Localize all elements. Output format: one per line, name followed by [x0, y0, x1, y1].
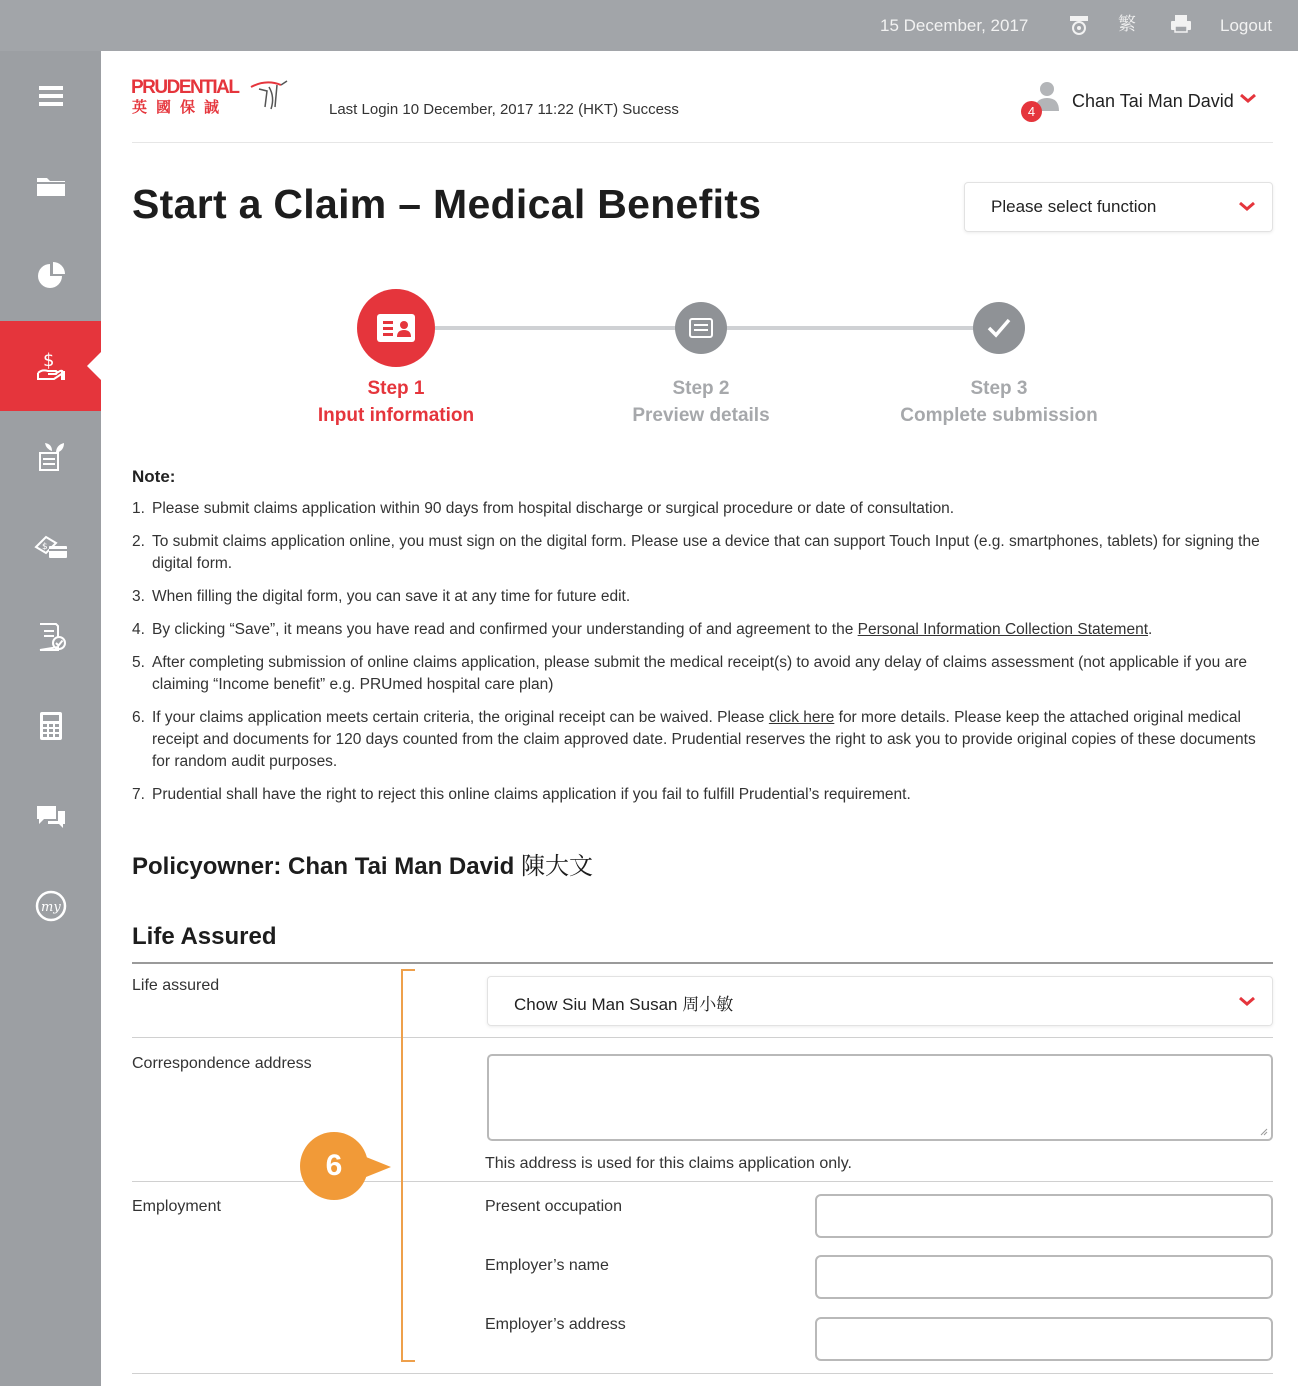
pie-chart-icon	[34, 259, 68, 293]
my-prudential-icon	[34, 889, 68, 923]
note-item: 2. To submit claims application online, you must sign on the digital form. Please use a device that can support Touch Input (e.g. smartphones, tablets) for signing the digital form.	[132, 533, 1260, 572]
row-divider	[132, 1037, 1273, 1038]
sidebar-item-plans[interactable]	[0, 411, 101, 501]
chevron-down-icon	[1238, 201, 1256, 211]
employer-name-label: Employer’s name	[485, 1257, 609, 1274]
step-connector	[701, 326, 999, 330]
svg-text:$: $	[42, 350, 54, 371]
current-date: 15 December, 2017	[880, 16, 1029, 35]
employment-label: Employment	[132, 1198, 221, 1215]
step-3-label: Step 3 Complete submission	[900, 378, 1098, 426]
employer-address-label: Employer’s address	[485, 1316, 626, 1333]
main-content	[101, 51, 1298, 1386]
sidebar-item-documents[interactable]	[0, 141, 101, 231]
present-occupation-label: Present occupation	[485, 1198, 622, 1215]
prudential-logo[interactable]: PRUDENTIAL 英國保誠	[131, 77, 291, 121]
annotation-bracket	[401, 969, 415, 1362]
step-1-label: Step 1 Input information	[317, 378, 475, 426]
preview-icon	[688, 317, 714, 339]
sidebar-item-portfolio[interactable]	[0, 231, 101, 321]
correspondence-address-label: Correspondence address	[132, 1055, 312, 1072]
chevron-down-icon	[1239, 93, 1257, 103]
note-item: 5. After completing submission of online claims application, please submit the medical receipt(s) to avoid any delay of claims assessment (not applicable if you are claiming “Income benefit” e.g. PRUmed hospital care plan)	[132, 654, 1248, 693]
life-assured-heading: Life Assured	[132, 923, 277, 950]
life-assured-label: Life assured	[132, 977, 220, 994]
step-connector	[435, 326, 701, 330]
sidebar	[0, 51, 101, 1386]
header-divider	[132, 142, 1273, 143]
life-assured-select[interactable]	[487, 976, 1273, 1026]
calculator-icon	[34, 709, 68, 743]
print-icon[interactable]	[1170, 14, 1192, 38]
svg-text:$: $	[41, 542, 48, 552]
employer-name-input[interactable]	[815, 1255, 1273, 1299]
chevron-down-icon	[1238, 996, 1256, 1006]
note-item: 1. Please submit claims application within 90 days from hospital discharge or surgical procedure or date of consultation.	[132, 500, 955, 517]
resize-handle-icon[interactable]	[1258, 1126, 1268, 1136]
sidebar-item-menu[interactable]	[0, 51, 101, 141]
chat-icon	[34, 799, 68, 833]
present-occupation-input[interactable]	[815, 1194, 1273, 1238]
sidebar-item-payment[interactable]	[0, 501, 101, 591]
plant-document-icon	[34, 439, 68, 473]
correspondence-address-field[interactable]	[487, 1054, 1273, 1141]
notification-badge: 4	[1021, 101, 1042, 122]
top-bar	[0, 0, 1298, 51]
checkmark-icon	[986, 317, 1012, 339]
page-title: Start a Claim – Medical Benefits	[132, 181, 762, 227]
row-divider	[132, 1373, 1273, 1374]
svg-text:my: my	[40, 900, 61, 915]
notes-list	[132, 498, 1272, 817]
logo-figure-icon	[241, 77, 291, 117]
form-check-icon	[34, 619, 68, 653]
note-item: 3. When filling the digital form, you can save it at any time for future edit.	[132, 588, 631, 605]
progress-stepper	[101, 287, 1298, 437]
policyowner-heading: Policyowner: Chan Tai Man David 陳大文	[132, 852, 593, 880]
notification-bell-icon[interactable]	[1068, 14, 1090, 40]
payment-card-icon	[34, 529, 68, 563]
note-item: 7. Prudential shall have the right to reject this online claims application if you fail to fulfill Prudential’s requirement.	[132, 786, 911, 803]
step-3-indicator	[973, 302, 1025, 354]
sidebar-item-claims[interactable]	[0, 321, 101, 411]
function-select-value: Please select function	[991, 197, 1157, 216]
life-assured-value: Chow Siu Man Susan 周小敏	[514, 995, 734, 1014]
user-name: Chan Tai Man David	[1072, 91, 1234, 111]
callout-badge: 6	[300, 1132, 368, 1200]
step-1-indicator	[357, 289, 435, 367]
note-item: 4. By clicking “Save”, it means you have read and confirmed your understanding of and agreement to the Personal Information Collection Statement.	[132, 621, 1153, 638]
step-2-label: Step 2 Preview details	[632, 378, 770, 426]
sidebar-item-my-prudential[interactable]	[0, 861, 101, 951]
language-toggle[interactable]: 繁	[1118, 14, 1136, 34]
sidebar-item-calculator[interactable]	[0, 681, 101, 771]
last-login-text: Last Login 10 December, 2017 11:22 (HKT) Success	[329, 101, 679, 118]
notes-title: Note:	[132, 467, 176, 486]
click-here-link[interactable]: click here	[768, 709, 835, 726]
claim-money-icon	[34, 349, 68, 383]
note-item: 6. If your claims application meets certain criteria, the original receipt can be waived. Please click here for more details. Please keep the attached original medical receipt and documents for 120 days counted from the claim approved date. Prudential reserves the right to ask you to provide original copies of these documents for random audit purposes.	[132, 709, 1256, 770]
folder-icon	[34, 169, 68, 203]
pics-link[interactable]: Personal Information Collection Statement	[857, 621, 1149, 638]
menu-icon	[34, 79, 68, 113]
logout-link[interactable]: Logout	[1220, 16, 1272, 35]
user-menu[interactable]	[1021, 81, 1261, 121]
function-select[interactable]	[964, 182, 1273, 232]
address-helper-text: This address is used for this claims application only.	[485, 1155, 852, 1172]
id-card-icon	[375, 312, 417, 344]
employer-address-input[interactable]	[815, 1317, 1273, 1361]
sidebar-item-messages[interactable]	[0, 771, 101, 861]
sidebar-item-forms[interactable]	[0, 591, 101, 681]
section-divider	[132, 962, 1273, 964]
step-2-indicator	[675, 302, 727, 354]
